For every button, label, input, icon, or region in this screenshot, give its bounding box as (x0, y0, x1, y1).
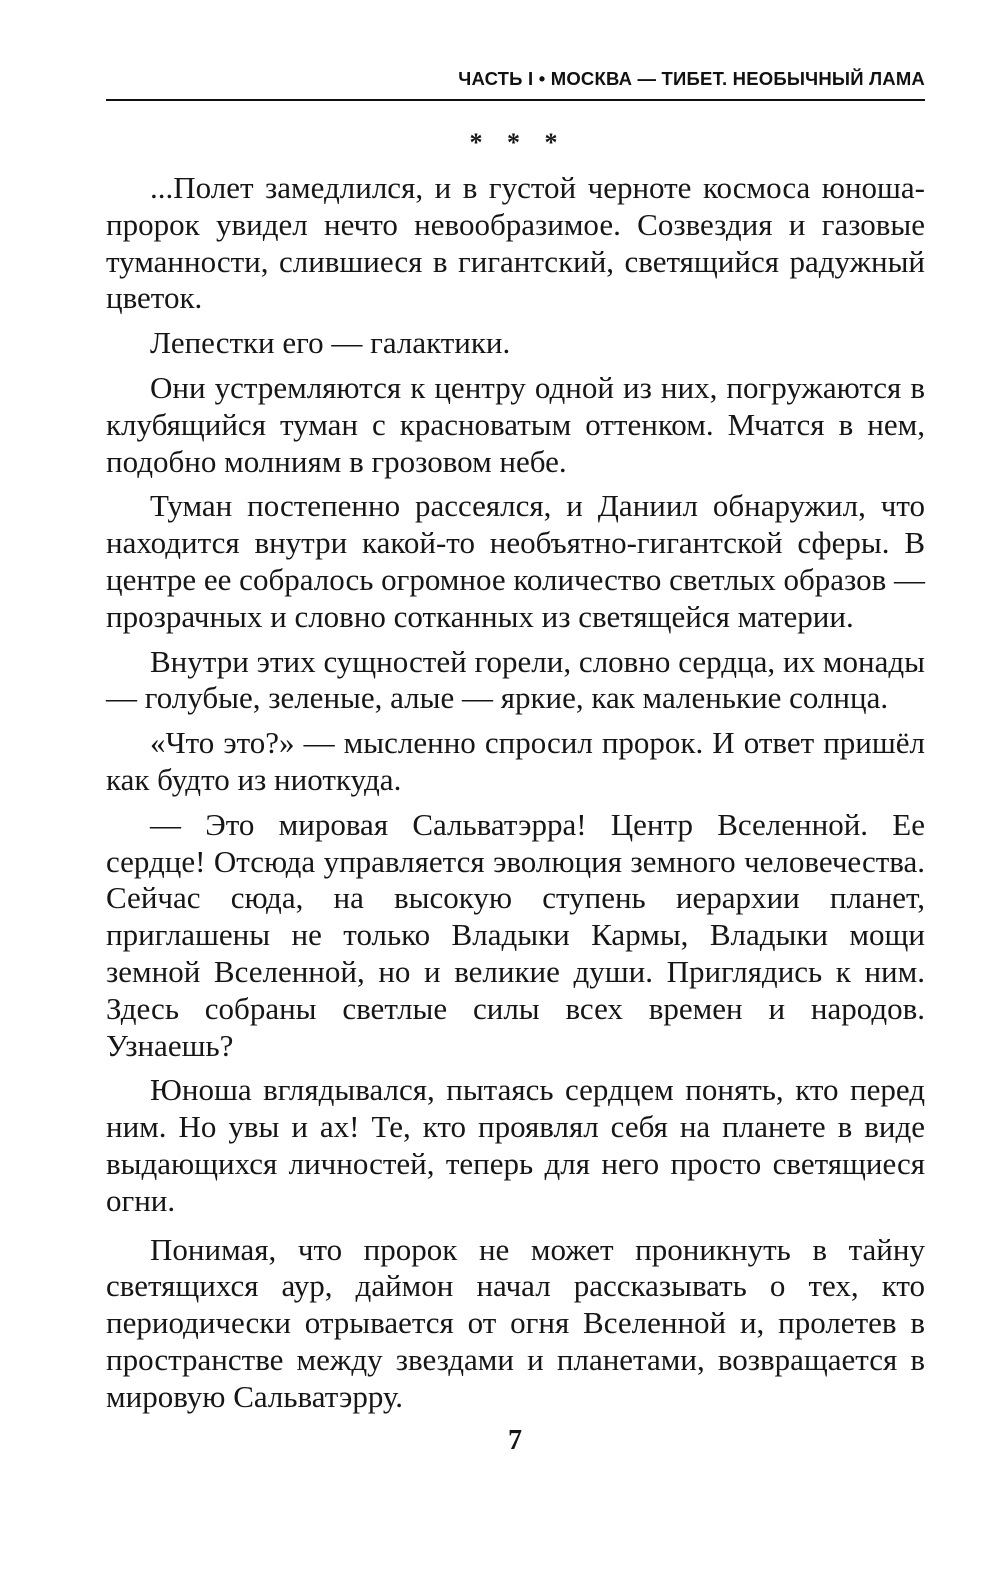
paragraph: Туман постепенно рассеялся, и Даниил обнаружил, что находится внутри какой-то необъятно-гигантской сферы. В центре ее собралось огромное количество светлых образов — прозрачных и словно сотканных из светящейся материи. (106, 488, 925, 634)
paragraph: Они устремляются к центру одной из них, погружаются в клубящийся туман с красноватым оттенком. Мчатся в нем, подобно молниям в грозовом небе. (106, 369, 925, 479)
paragraph: «Что это?» — мысленно спросил пророк. И ответ пришёл как будто из ниоткуда. (106, 725, 925, 797)
paragraph: Юноша вглядывался, пытаясь сердцем понять, кто перед ним. Но увы и ах! Те, кто проявлял себя на планете в виде выдающихся личностей, теперь для него просто светящиеся огни. (106, 1072, 925, 1218)
body-text (106, 170, 925, 1424)
page-number: 7 (508, 1425, 522, 1456)
paragraph: Лепестки его — галактики. (150, 325, 511, 361)
paragraph: Понимая, что пророк не может проникнуть в тайну светящихся аур, даймон начал рассказывать о тех, кто периодически отрывается от огня Вселенной и, пролетев в пространстве между звездами и планетами, возвращается в мировую Сальватэрру. (106, 1231, 925, 1414)
header-rule (106, 99, 925, 101)
running-head: ЧАСТЬ I • МОСКВА — ТИБЕТ. НЕОБЫЧНЫЙ ЛАМА (458, 68, 925, 89)
paragraph: Внутри этих сущностей горели, словно сердца, их монады — голубые, зеленые, алые — яркие, как маленькие солнца. (106, 643, 925, 716)
paragraph: ...Полет замедлился, и в густой черноте космоса юноша-пророк увидел нечто невообразимое. Созвездия и газовые туманности, слившиеся в гигантский, светящийся радужный цветок. (106, 170, 925, 316)
paragraph: — Это мировая Сальватэрра! Центр Вселенной. Ее сердце! Отсюда управляется эволюция земного человечества. Сейчас сюда, на высокую ступень иерархии планет, приглашены не только Владыки Кармы, Владыки мощи земной Вселенной, но и великие души. Приглядись к ним. Здесь собраны светлые силы всех времен и народов. Узнаешь? (106, 806, 925, 1063)
section-separator: * * * (469, 128, 567, 157)
